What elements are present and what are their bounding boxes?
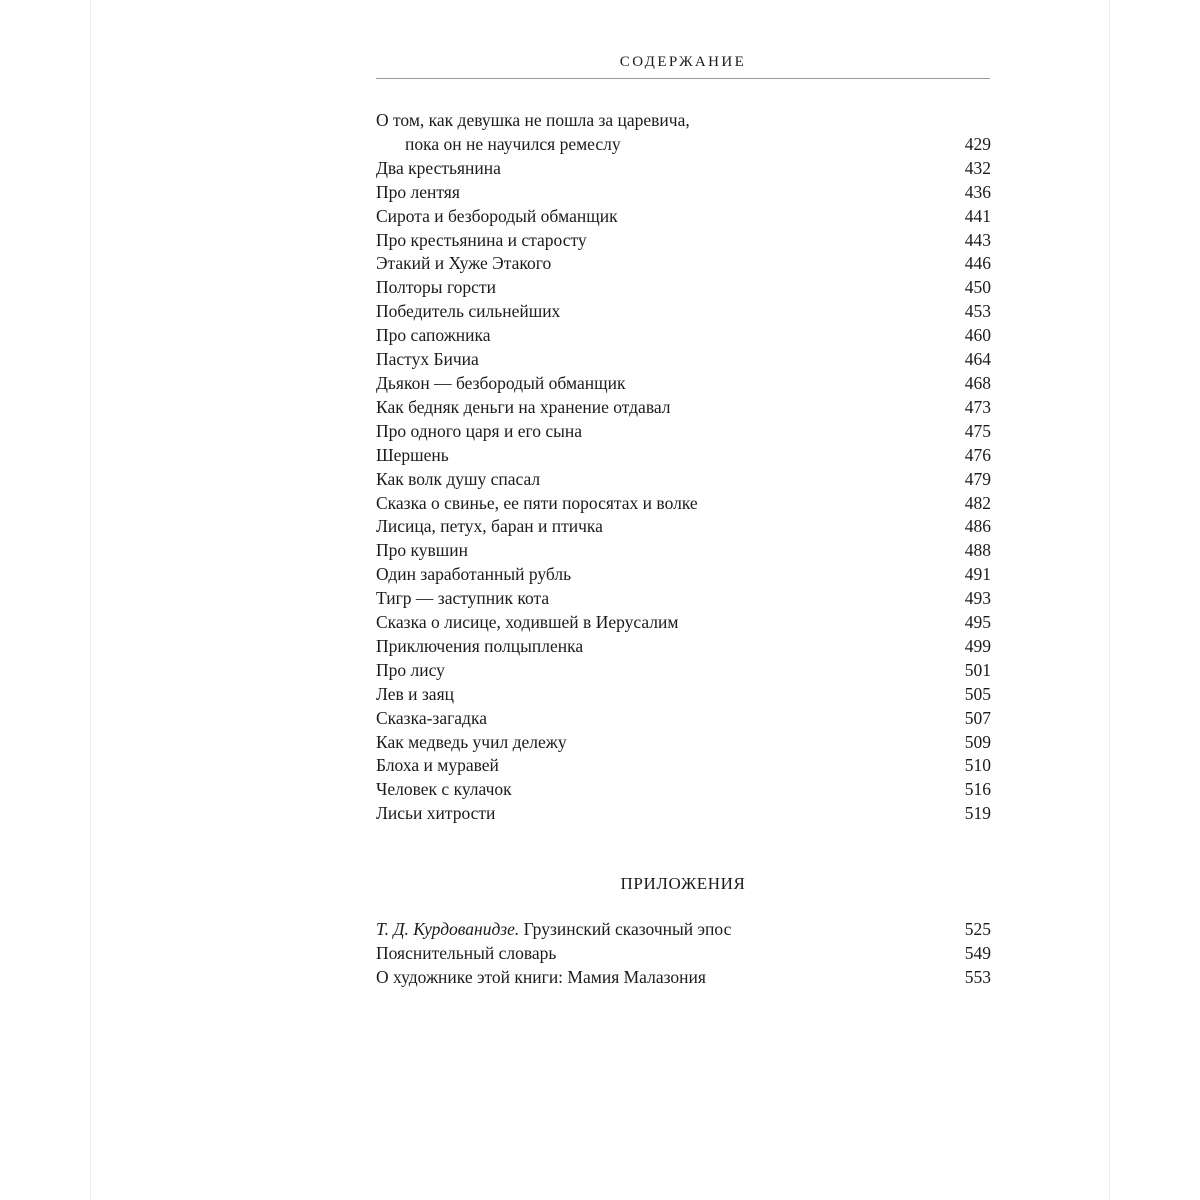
toc-entry-title: Полторы горсти bbox=[376, 277, 496, 298]
appendix-entry-author: Т. Д. Курдованидзе. bbox=[376, 919, 520, 939]
toc-entry-page: 482 bbox=[964, 492, 991, 513]
toc-entry bbox=[376, 181, 991, 205]
toc-entry-title: Про одного царя и его сына bbox=[376, 420, 582, 441]
toc-entry-page: 475 bbox=[964, 420, 991, 441]
toc-entry-title: Лисица, петух, баран и птичка bbox=[376, 516, 603, 537]
toc-entry-title: Сказка о свинье, ее пяти поросятах и волке bbox=[376, 492, 698, 513]
toc-entry-page: 499 bbox=[964, 635, 991, 656]
appendix-entry-title-text: Грузинский сказочный эпос bbox=[519, 919, 732, 939]
toc-entry-page: 468 bbox=[964, 372, 991, 393]
toc-entry bbox=[376, 802, 991, 826]
toc-entry-page: 429 bbox=[964, 133, 991, 154]
toc-entry-page: 464 bbox=[964, 349, 991, 370]
toc-entry-page: 476 bbox=[964, 444, 991, 465]
appendix-entry bbox=[376, 918, 991, 942]
toc-entry-title: Блоха и муравей bbox=[376, 755, 499, 776]
toc-entry bbox=[376, 563, 991, 587]
toc-entry-title: Сирота и безбородый обманщик bbox=[376, 205, 618, 226]
toc-entry-page: 450 bbox=[964, 277, 991, 298]
toc-entry-title: Про лентяя bbox=[376, 181, 460, 202]
toc-entry bbox=[376, 396, 991, 420]
toc-entry-page: 486 bbox=[964, 516, 991, 537]
toc-list bbox=[376, 109, 991, 826]
toc-entry-page: 441 bbox=[964, 205, 991, 226]
toc-entry-page: 495 bbox=[964, 612, 991, 633]
toc-entry-title: Этакий и Хуже Этакого bbox=[376, 253, 552, 274]
toc-entry bbox=[376, 276, 991, 300]
toc-entry-title: Победитель сильнейших bbox=[376, 301, 561, 322]
toc-entry bbox=[376, 635, 991, 659]
toc-entry bbox=[376, 468, 991, 492]
appendix-entry-title bbox=[376, 918, 951, 942]
toc-entry-title-line1: О том, как девушка не пошла за царевича, bbox=[376, 110, 690, 130]
toc-entry-title: Как медведь учил дележу bbox=[376, 731, 567, 752]
toc-entry-title: Лисьи хитрости bbox=[376, 803, 496, 824]
toc-entry-page: 479 bbox=[964, 468, 991, 489]
toc-entry bbox=[376, 420, 991, 444]
toc-entry bbox=[376, 229, 991, 253]
toc-entry bbox=[376, 300, 991, 324]
toc-entry-page: 510 bbox=[964, 755, 991, 776]
toc-entry-title: Пастух Бичиа bbox=[376, 349, 479, 370]
toc-entry-title: Шершень bbox=[376, 444, 449, 465]
appendix-entry-page: 553 bbox=[964, 966, 991, 987]
toc-entry bbox=[376, 707, 991, 731]
toc-entry-title: Сказка о лисице, ходившей в Иерусалим bbox=[376, 612, 679, 633]
toc-entry bbox=[376, 539, 991, 563]
appendix-entry-page: 549 bbox=[964, 942, 991, 963]
toc-entry bbox=[376, 444, 991, 468]
toc-entry-page: 501 bbox=[964, 659, 991, 680]
toc-entry-title: Человек с кулачок bbox=[376, 779, 512, 800]
toc-entry bbox=[376, 205, 991, 229]
appendix-entry bbox=[376, 966, 991, 990]
toc-entry-page: 446 bbox=[964, 253, 991, 274]
toc-entry-page: 507 bbox=[964, 707, 991, 728]
appendix-entry bbox=[376, 942, 991, 966]
toc-entry bbox=[376, 252, 991, 276]
toc-entry-title: Про лису bbox=[376, 659, 445, 680]
toc-entry-page: 443 bbox=[964, 229, 991, 250]
toc-entry bbox=[376, 731, 991, 755]
toc-entry-page: 505 bbox=[964, 683, 991, 704]
running-head: СОДЕРЖАНИЕ bbox=[619, 54, 747, 70]
appendix-heading: ПРИЛОЖЕНИЯ bbox=[620, 874, 746, 893]
toc-entry bbox=[376, 348, 991, 372]
toc-entry bbox=[376, 659, 991, 683]
toc-entry-title: Приключения полцыпленка bbox=[376, 635, 584, 656]
toc-entry-title: Про крестьянина и старосту bbox=[376, 229, 587, 250]
toc-entry-title: Как бедняк деньги на хранение отдавал bbox=[376, 396, 671, 417]
appendix-entry-page: 525 bbox=[964, 919, 991, 939]
toc-entry-title: Про кувшин bbox=[376, 540, 468, 561]
toc-entry-page: 460 bbox=[964, 325, 991, 346]
toc-entry-page: 493 bbox=[964, 588, 991, 609]
toc-entry bbox=[376, 157, 991, 181]
toc-entry-title: Про сапожника bbox=[376, 325, 491, 346]
toc-entry bbox=[376, 109, 991, 157]
toc-entry bbox=[376, 515, 991, 539]
toc-entry-page: 509 bbox=[964, 731, 991, 752]
toc-entry bbox=[376, 492, 991, 516]
toc-entry-page: 453 bbox=[964, 301, 991, 322]
toc-entry-title-line2: пока он не научился ремеслу bbox=[405, 133, 621, 154]
toc-entry-title: Два крестьянина bbox=[376, 157, 501, 178]
toc-entry bbox=[376, 324, 991, 348]
toc-entry-page: 473 bbox=[964, 396, 991, 417]
header-rule bbox=[376, 78, 990, 79]
toc-entry-title: Лев и заяц bbox=[376, 683, 454, 704]
book-page bbox=[90, 0, 1110, 1200]
toc-entry-title bbox=[376, 109, 951, 157]
toc-entry-title: Как волк душу спасал bbox=[376, 468, 541, 489]
toc-entry-page: 432 bbox=[964, 157, 991, 178]
appendix-entry-title: О художнике этой книги: Мамия Малазония bbox=[376, 966, 706, 987]
toc-entry-page: 488 bbox=[964, 540, 991, 561]
appendix-list bbox=[376, 918, 991, 990]
toc-entry bbox=[376, 683, 991, 707]
toc-entry-page: 436 bbox=[964, 181, 991, 202]
toc-entry-title: Один заработанный рубль bbox=[376, 564, 572, 585]
toc-entry bbox=[376, 778, 991, 802]
toc-entry-title: Дьякон — безбородый обманщик bbox=[376, 372, 626, 393]
toc-entry bbox=[376, 372, 991, 396]
toc-entry bbox=[376, 754, 991, 778]
appendix-entry-title: Пояснительный словарь bbox=[376, 942, 557, 963]
toc-entry-title: Сказка-загадка bbox=[376, 707, 487, 728]
toc-entry bbox=[376, 611, 991, 635]
toc-entry-page: 516 bbox=[964, 779, 991, 800]
toc-entry-page: 519 bbox=[964, 803, 991, 824]
toc-entry bbox=[376, 587, 991, 611]
toc-entry-title: Тигр — заступник кота bbox=[376, 588, 550, 609]
toc-entry-page: 491 bbox=[964, 564, 991, 585]
